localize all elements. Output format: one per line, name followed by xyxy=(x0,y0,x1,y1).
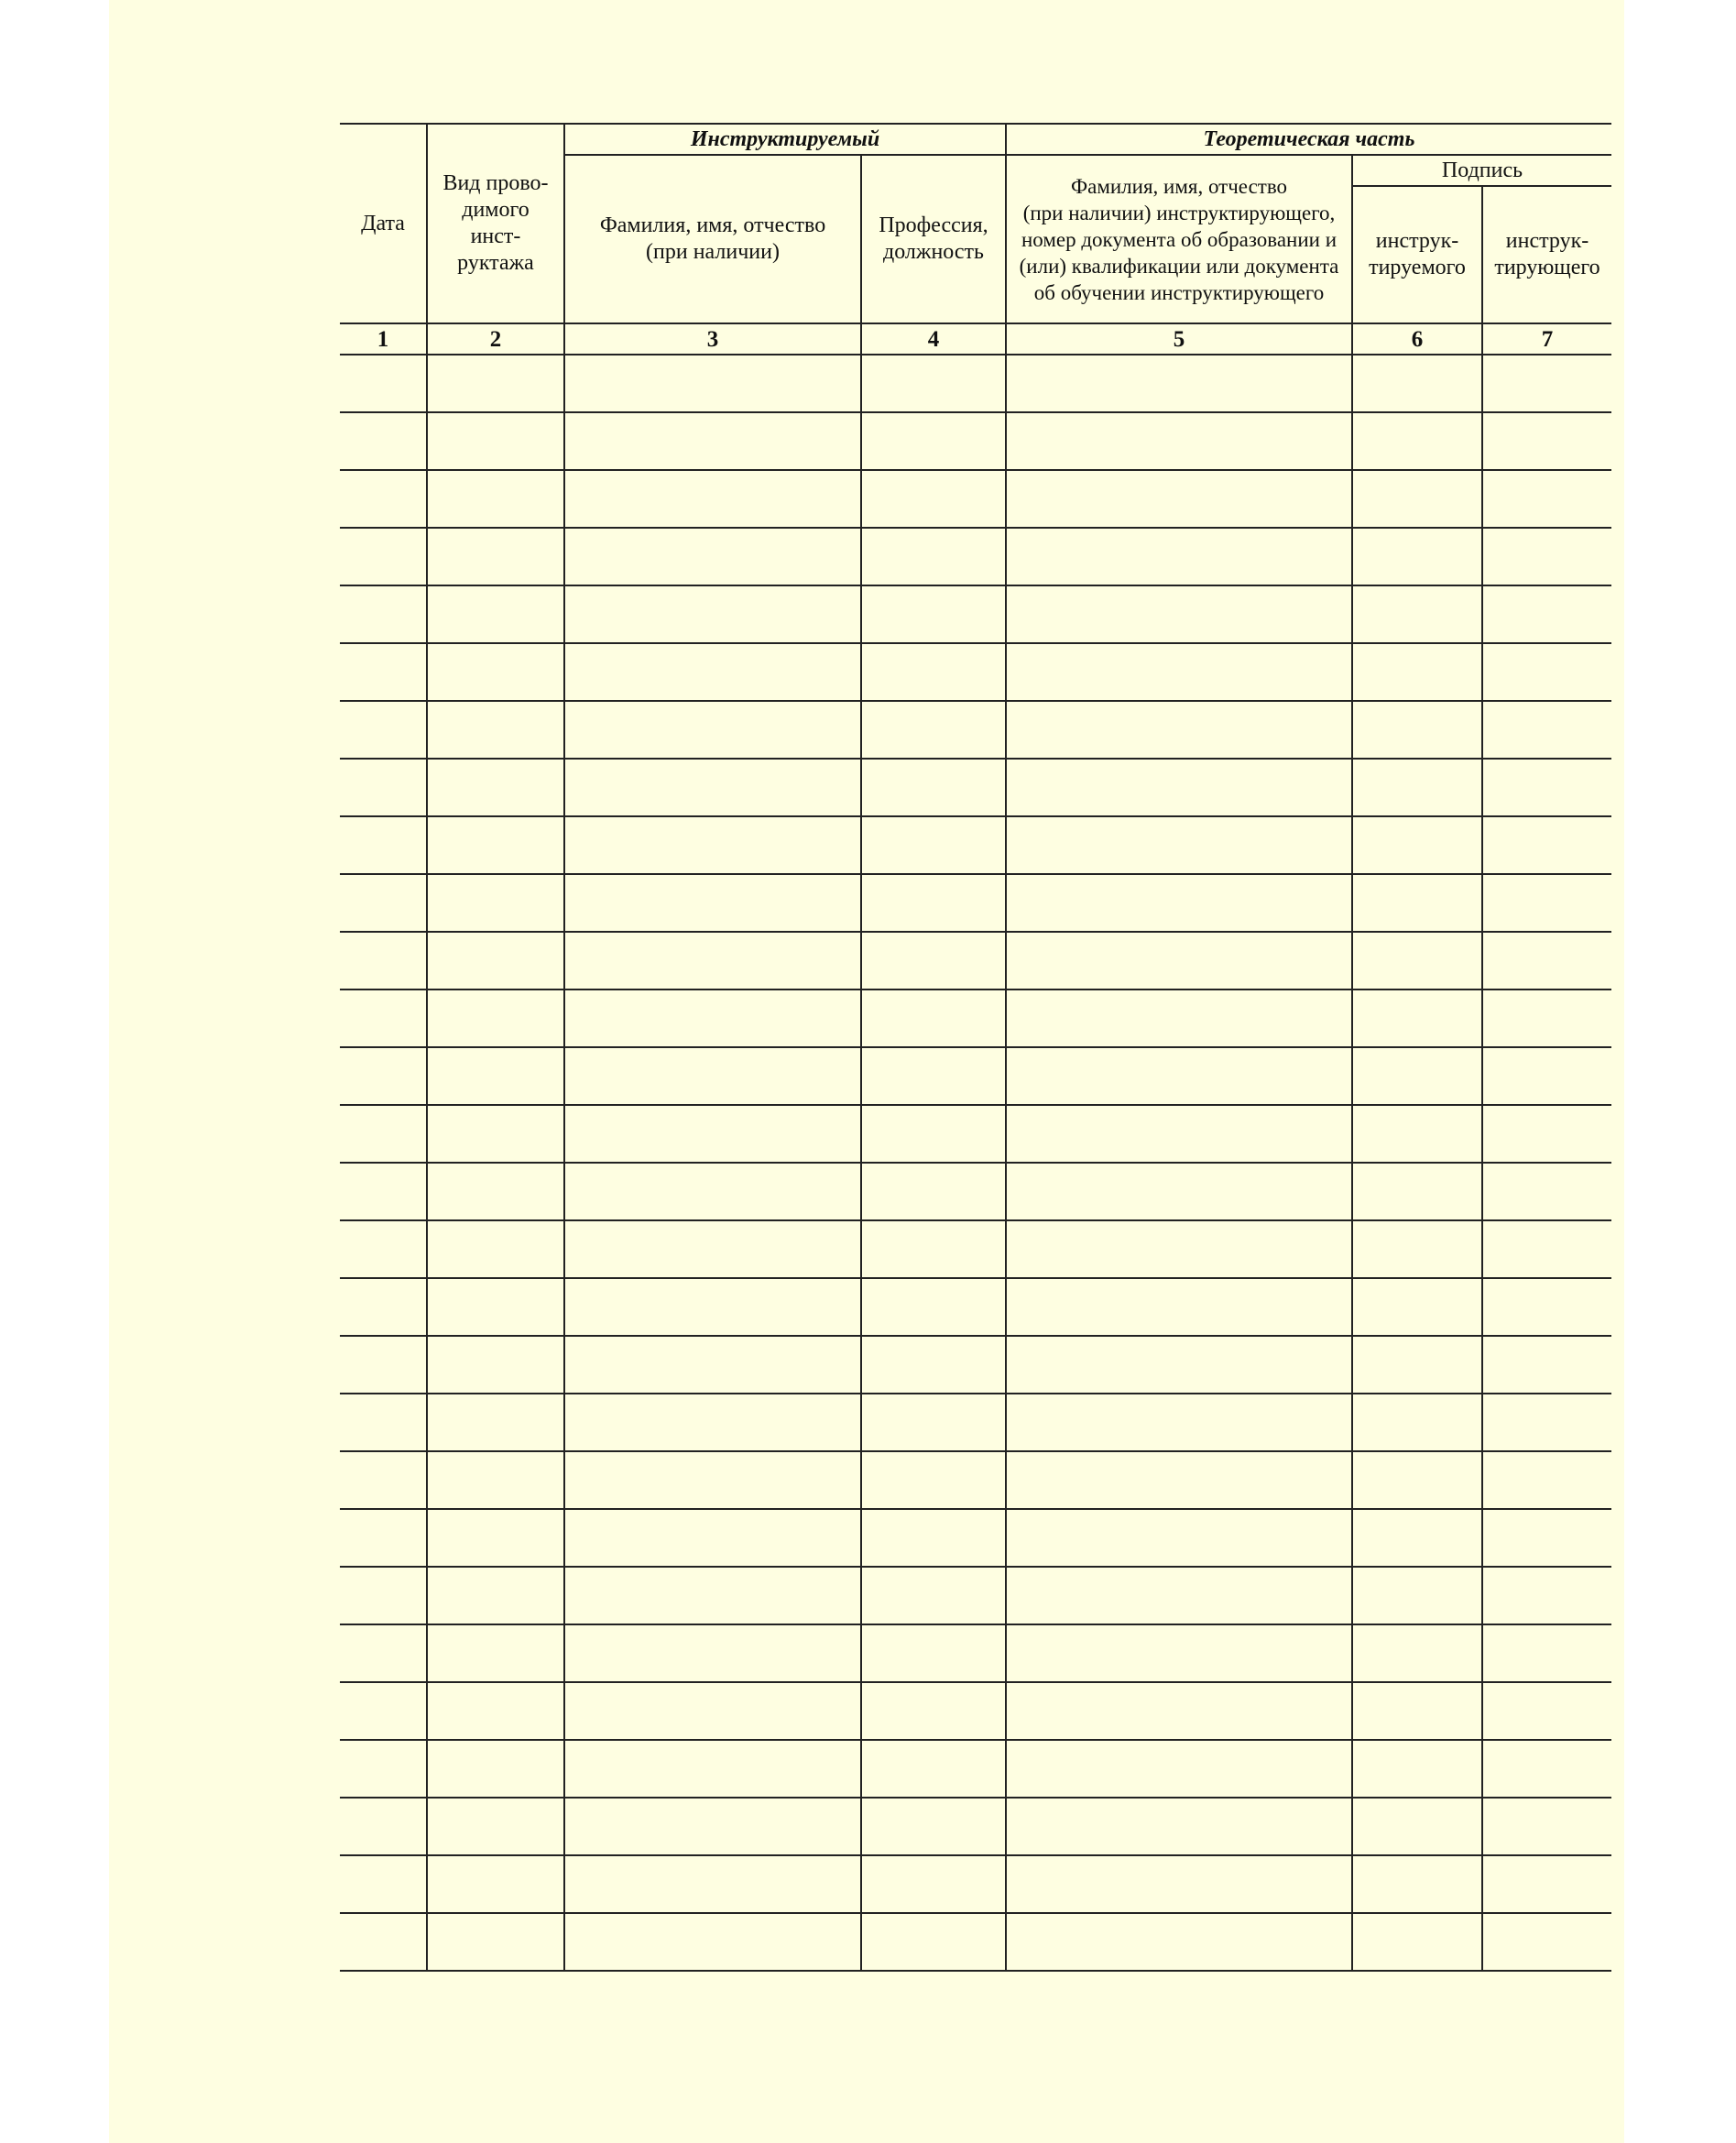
entry-kind-cell[interactable] xyxy=(427,759,564,816)
entry-instructor-cell[interactable] xyxy=(1006,1047,1352,1105)
entry-sign-instructed-cell[interactable] xyxy=(1352,528,1482,585)
entry-date-cell[interactable] xyxy=(340,1047,427,1105)
entry-kind-cell[interactable] xyxy=(427,1624,564,1682)
entry-instructor-cell[interactable] xyxy=(1006,1913,1352,1971)
entry-instructor-cell[interactable] xyxy=(1006,874,1352,932)
entry-name-cell[interactable] xyxy=(564,816,861,874)
entry-profession-cell[interactable] xyxy=(861,1105,1006,1163)
entry-date-cell[interactable] xyxy=(340,1913,427,1971)
entry-date-cell[interactable] xyxy=(340,355,427,412)
entry-kind-cell[interactable] xyxy=(427,1105,564,1163)
entry-date-cell[interactable] xyxy=(340,1567,427,1624)
table-row xyxy=(340,1451,1611,1509)
entry-kind-cell[interactable] xyxy=(427,989,564,1047)
entry-instructor-cell[interactable] xyxy=(1006,470,1352,528)
entry-kind-cell[interactable] xyxy=(427,412,564,470)
table-row xyxy=(340,1855,1611,1913)
table-row xyxy=(340,1336,1611,1394)
entry-date-cell[interactable] xyxy=(340,643,427,701)
entry-instructor-cell[interactable] xyxy=(1006,412,1352,470)
entry-name-cell[interactable] xyxy=(564,932,861,989)
entry-instructor-cell[interactable] xyxy=(1006,816,1352,874)
table-row xyxy=(340,816,1611,874)
table-row xyxy=(340,1798,1611,1855)
entry-kind-cell[interactable] xyxy=(427,1740,564,1798)
entry-kind-cell[interactable] xyxy=(427,585,564,643)
header-sign-instructor: инструк- тирующего xyxy=(1482,186,1611,323)
entry-kind-cell[interactable] xyxy=(427,1163,564,1220)
entry-sign-instructor-cell[interactable] xyxy=(1482,470,1611,528)
entry-sign-instructed-cell[interactable] xyxy=(1352,470,1482,528)
entry-name-cell[interactable] xyxy=(564,412,861,470)
header-group-theory: Теоретическая часть xyxy=(1006,124,1611,155)
table-row xyxy=(340,1682,1611,1740)
entry-sign-instructed-cell[interactable] xyxy=(1352,1278,1482,1336)
table-row xyxy=(340,1567,1611,1624)
header-date: Дата xyxy=(340,124,427,323)
entry-sign-instructed-cell[interactable] xyxy=(1352,643,1482,701)
entry-sign-instructor-cell[interactable] xyxy=(1482,759,1611,816)
entry-name-cell[interactable] xyxy=(564,643,861,701)
entry-sign-instructor-cell[interactable] xyxy=(1482,1278,1611,1336)
entry-sign-instructed-cell[interactable] xyxy=(1352,1509,1482,1567)
entry-sign-instructor-cell[interactable] xyxy=(1482,816,1611,874)
entry-instructor-cell[interactable] xyxy=(1006,1624,1352,1682)
entry-sign-instructor-cell[interactable] xyxy=(1482,1567,1611,1624)
entry-profession-cell[interactable] xyxy=(861,1682,1006,1740)
entry-kind-cell[interactable] xyxy=(427,874,564,932)
table-row xyxy=(340,1913,1611,1971)
entry-sign-instructed-cell[interactable] xyxy=(1352,1336,1482,1394)
entry-date-cell[interactable] xyxy=(340,1740,427,1798)
entry-date-cell[interactable] xyxy=(340,874,427,932)
table-row xyxy=(340,1509,1611,1567)
entry-date-cell[interactable] xyxy=(340,528,427,585)
entry-kind-cell[interactable] xyxy=(427,1913,564,1971)
entry-name-cell[interactable] xyxy=(564,1105,861,1163)
entry-sign-instructor-cell[interactable] xyxy=(1482,1220,1611,1278)
entry-sign-instructor-cell[interactable] xyxy=(1482,1163,1611,1220)
entry-name-cell[interactable] xyxy=(564,355,861,412)
entry-sign-instructor-cell[interactable] xyxy=(1482,412,1611,470)
entry-profession-cell[interactable] xyxy=(861,1913,1006,1971)
entry-date-cell[interactable] xyxy=(340,1278,427,1336)
table-row xyxy=(340,470,1611,528)
entry-sign-instructor-cell[interactable] xyxy=(1482,1740,1611,1798)
entry-name-cell[interactable] xyxy=(564,1278,861,1336)
table-row xyxy=(340,1394,1611,1451)
entry-name-cell[interactable] xyxy=(564,1624,861,1682)
entry-instructor-cell[interactable] xyxy=(1006,355,1352,412)
entry-sign-instructed-cell[interactable] xyxy=(1352,1163,1482,1220)
entry-kind-cell[interactable] xyxy=(427,1047,564,1105)
entry-sign-instructed-cell[interactable] xyxy=(1352,701,1482,759)
entry-kind-cell[interactable] xyxy=(427,1567,564,1624)
table-row xyxy=(340,1624,1611,1682)
column-number: 7 xyxy=(1482,323,1611,355)
header-instructed-name: Фамилия, имя, отчество (при наличии) xyxy=(564,155,861,323)
entry-sign-instructed-cell[interactable] xyxy=(1352,355,1482,412)
journal-entries xyxy=(340,355,1611,1971)
entry-name-cell[interactable] xyxy=(564,1855,861,1913)
entry-instructor-cell[interactable] xyxy=(1006,1451,1352,1509)
entry-sign-instructor-cell[interactable] xyxy=(1482,1451,1611,1509)
entry-sign-instructor-cell[interactable] xyxy=(1482,643,1611,701)
entry-date-cell[interactable] xyxy=(340,1451,427,1509)
entry-instructor-cell[interactable] xyxy=(1006,643,1352,701)
entry-sign-instructed-cell[interactable] xyxy=(1352,874,1482,932)
entry-sign-instructor-cell[interactable] xyxy=(1482,1336,1611,1394)
table-row xyxy=(340,1278,1611,1336)
entry-sign-instructed-cell[interactable] xyxy=(1352,1451,1482,1509)
column-number: 1 xyxy=(340,323,427,355)
entry-profession-cell[interactable] xyxy=(861,1624,1006,1682)
entry-name-cell[interactable] xyxy=(564,1220,861,1278)
table-row xyxy=(340,1047,1611,1105)
entry-name-cell[interactable] xyxy=(564,759,861,816)
entry-sign-instructor-cell[interactable] xyxy=(1482,355,1611,412)
entry-sign-instructed-cell[interactable] xyxy=(1352,989,1482,1047)
entry-kind-cell[interactable] xyxy=(427,1855,564,1913)
entry-instructor-cell[interactable] xyxy=(1006,1163,1352,1220)
entry-date-cell[interactable] xyxy=(340,816,427,874)
entry-sign-instructor-cell[interactable] xyxy=(1482,1798,1611,1855)
entry-kind-cell[interactable] xyxy=(427,355,564,412)
entry-sign-instructed-cell[interactable] xyxy=(1352,1220,1482,1278)
entry-sign-instructor-cell[interactable] xyxy=(1482,528,1611,585)
entry-sign-instructor-cell[interactable] xyxy=(1482,989,1611,1047)
entry-kind-cell[interactable] xyxy=(427,1278,564,1336)
entry-profession-cell[interactable] xyxy=(861,816,1006,874)
entry-profession-cell[interactable] xyxy=(861,1220,1006,1278)
entry-name-cell[interactable] xyxy=(564,1336,861,1394)
table-row xyxy=(340,528,1611,585)
entry-instructor-cell[interactable] xyxy=(1006,1855,1352,1913)
entry-sign-instructor-cell[interactable] xyxy=(1482,1105,1611,1163)
table-row xyxy=(340,701,1611,759)
table-row xyxy=(340,874,1611,932)
table-row xyxy=(340,1740,1611,1798)
entry-kind-cell[interactable] xyxy=(427,1336,564,1394)
column-number: 2 xyxy=(427,323,564,355)
entry-sign-instructor-cell[interactable] xyxy=(1482,932,1611,989)
entry-date-cell[interactable] xyxy=(340,470,427,528)
entry-sign-instructed-cell[interactable] xyxy=(1352,1798,1482,1855)
entry-instructor-cell[interactable] xyxy=(1006,1220,1352,1278)
table-row xyxy=(340,1105,1611,1163)
entry-instructor-cell[interactable] xyxy=(1006,1567,1352,1624)
table-row xyxy=(340,1220,1611,1278)
entry-date-cell[interactable] xyxy=(340,1798,427,1855)
entry-sign-instructed-cell[interactable] xyxy=(1352,1624,1482,1682)
entry-name-cell[interactable] xyxy=(564,1913,861,1971)
table-row xyxy=(340,355,1611,412)
form-sheet xyxy=(109,0,1624,2143)
entry-name-cell[interactable] xyxy=(564,1394,861,1451)
entry-date-cell[interactable] xyxy=(340,989,427,1047)
entry-sign-instructor-cell[interactable] xyxy=(1482,874,1611,932)
entry-sign-instructor-cell[interactable] xyxy=(1482,1624,1611,1682)
entry-profession-cell[interactable] xyxy=(861,412,1006,470)
entry-sign-instructed-cell[interactable] xyxy=(1352,1105,1482,1163)
entry-profession-cell[interactable] xyxy=(861,1278,1006,1336)
entry-date-cell[interactable] xyxy=(340,759,427,816)
entry-instructor-cell[interactable] xyxy=(1006,1682,1352,1740)
entry-profession-cell[interactable] xyxy=(861,1451,1006,1509)
entry-name-cell[interactable] xyxy=(564,701,861,759)
table-row xyxy=(340,1163,1611,1220)
entry-profession-cell[interactable] xyxy=(861,1855,1006,1913)
entry-date-cell[interactable] xyxy=(340,1394,427,1451)
entry-date-cell[interactable] xyxy=(340,412,427,470)
header-signature: Подпись xyxy=(1352,155,1611,186)
entry-profession-cell[interactable] xyxy=(861,1047,1006,1105)
entry-sign-instructed-cell[interactable] xyxy=(1352,1682,1482,1740)
entry-profession-cell[interactable] xyxy=(861,701,1006,759)
entry-date-cell[interactable] xyxy=(340,1336,427,1394)
entry-profession-cell[interactable] xyxy=(861,1509,1006,1567)
entry-kind-cell[interactable] xyxy=(427,701,564,759)
entry-sign-instructor-cell[interactable] xyxy=(1482,1047,1611,1105)
entry-date-cell[interactable] xyxy=(340,1105,427,1163)
entry-instructor-cell[interactable] xyxy=(1006,1798,1352,1855)
entry-instructor-cell[interactable] xyxy=(1006,1105,1352,1163)
entry-kind-cell[interactable] xyxy=(427,816,564,874)
header-instruction-kind: Вид прово- димого инст- руктажа xyxy=(427,124,564,323)
entry-kind-cell[interactable] xyxy=(427,470,564,528)
column-number: 5 xyxy=(1006,323,1352,355)
entry-profession-cell[interactable] xyxy=(861,759,1006,816)
entry-profession-cell[interactable] xyxy=(861,585,1006,643)
header-group-instructed: Инструктируемый xyxy=(564,124,1006,155)
entry-date-cell[interactable] xyxy=(340,1220,427,1278)
instruction-journal-table xyxy=(340,123,1611,1972)
entry-name-cell[interactable] xyxy=(564,1451,861,1509)
header-sign-instructed: инструк- тируемого xyxy=(1352,186,1482,323)
entry-sign-instructor-cell[interactable] xyxy=(1482,1509,1611,1567)
entry-profession-cell[interactable] xyxy=(861,874,1006,932)
entry-profession-cell[interactable] xyxy=(861,932,1006,989)
entry-sign-instructed-cell[interactable] xyxy=(1352,759,1482,816)
entry-sign-instructed-cell[interactable] xyxy=(1352,1047,1482,1105)
entry-name-cell[interactable] xyxy=(564,1509,861,1567)
entry-kind-cell[interactable] xyxy=(427,528,564,585)
entry-profession-cell[interactable] xyxy=(861,989,1006,1047)
entry-date-cell[interactable] xyxy=(340,1855,427,1913)
entry-name-cell[interactable] xyxy=(564,874,861,932)
entry-instructor-cell[interactable] xyxy=(1006,701,1352,759)
entry-profession-cell[interactable] xyxy=(861,1163,1006,1220)
entry-sign-instructed-cell[interactable] xyxy=(1352,412,1482,470)
entry-date-cell[interactable] xyxy=(340,1624,427,1682)
entry-date-cell[interactable] xyxy=(340,1682,427,1740)
entry-instructor-cell[interactable] xyxy=(1006,1740,1352,1798)
entry-sign-instructed-cell[interactable] xyxy=(1352,1740,1482,1798)
entry-sign-instructor-cell[interactable] xyxy=(1482,585,1611,643)
entry-name-cell[interactable] xyxy=(564,1047,861,1105)
entry-kind-cell[interactable] xyxy=(427,1220,564,1278)
entry-profession-cell[interactable] xyxy=(861,355,1006,412)
entry-kind-cell[interactable] xyxy=(427,1509,564,1567)
column-number: 6 xyxy=(1352,323,1482,355)
entry-kind-cell[interactable] xyxy=(427,1682,564,1740)
entry-sign-instructor-cell[interactable] xyxy=(1482,1682,1611,1740)
entry-sign-instructor-cell[interactable] xyxy=(1482,1913,1611,1971)
header-instructor-details: Фамилия, имя, отчество (при наличии) инструктирующего, номер документа об образовании и (или) квалификации или документа об обучении инструктирующего xyxy=(1006,155,1352,323)
entry-name-cell[interactable] xyxy=(564,470,861,528)
entry-date-cell[interactable] xyxy=(340,932,427,989)
entry-profession-cell[interactable] xyxy=(861,470,1006,528)
entry-kind-cell[interactable] xyxy=(427,932,564,989)
table-row xyxy=(340,412,1611,470)
entry-instructor-cell[interactable] xyxy=(1006,585,1352,643)
entry-sign-instructed-cell[interactable] xyxy=(1352,1394,1482,1451)
entry-profession-cell[interactable] xyxy=(861,1336,1006,1394)
entry-sign-instructor-cell[interactable] xyxy=(1482,1394,1611,1451)
header-profession: Профессия, должность xyxy=(861,155,1006,323)
entry-name-cell[interactable] xyxy=(564,1740,861,1798)
entry-date-cell[interactable] xyxy=(340,585,427,643)
entry-name-cell[interactable] xyxy=(564,1682,861,1740)
entry-profession-cell[interactable] xyxy=(861,1740,1006,1798)
entry-date-cell[interactable] xyxy=(340,1509,427,1567)
entry-sign-instructed-cell[interactable] xyxy=(1352,1567,1482,1624)
table-row xyxy=(340,932,1611,989)
table-row xyxy=(340,585,1611,643)
entry-name-cell[interactable] xyxy=(564,1798,861,1855)
table-row xyxy=(340,989,1611,1047)
entry-sign-instructed-cell[interactable] xyxy=(1352,585,1482,643)
entry-sign-instructed-cell[interactable] xyxy=(1352,1913,1482,1971)
column-number: 4 xyxy=(861,323,1006,355)
entry-profession-cell[interactable] xyxy=(861,1394,1006,1451)
entry-kind-cell[interactable] xyxy=(427,643,564,701)
table-row xyxy=(340,759,1611,816)
entry-sign-instructed-cell[interactable] xyxy=(1352,1855,1482,1913)
entry-sign-instructor-cell[interactable] xyxy=(1482,1855,1611,1913)
entry-kind-cell[interactable] xyxy=(427,1798,564,1855)
entry-profession-cell[interactable] xyxy=(861,528,1006,585)
entry-name-cell[interactable] xyxy=(564,989,861,1047)
entry-kind-cell[interactable] xyxy=(427,1394,564,1451)
entry-instructor-cell[interactable] xyxy=(1006,932,1352,989)
entry-instructor-cell[interactable] xyxy=(1006,1278,1352,1336)
entry-instructor-cell[interactable] xyxy=(1006,528,1352,585)
table-row xyxy=(340,643,1611,701)
entry-name-cell[interactable] xyxy=(564,1163,861,1220)
entry-profession-cell[interactable] xyxy=(861,1798,1006,1855)
entry-instructor-cell[interactable] xyxy=(1006,759,1352,816)
entry-name-cell[interactable] xyxy=(564,528,861,585)
entry-sign-instructor-cell[interactable] xyxy=(1482,701,1611,759)
entry-name-cell[interactable] xyxy=(564,585,861,643)
entry-date-cell[interactable] xyxy=(340,701,427,759)
entry-sign-instructed-cell[interactable] xyxy=(1352,816,1482,874)
entry-name-cell[interactable] xyxy=(564,1567,861,1624)
entry-instructor-cell[interactable] xyxy=(1006,1509,1352,1567)
column-number: 3 xyxy=(564,323,861,355)
entry-instructor-cell[interactable] xyxy=(1006,1394,1352,1451)
entry-instructor-cell[interactable] xyxy=(1006,989,1352,1047)
entry-sign-instructed-cell[interactable] xyxy=(1352,932,1482,989)
entry-profession-cell[interactable] xyxy=(861,643,1006,701)
entry-kind-cell[interactable] xyxy=(427,1451,564,1509)
entry-instructor-cell[interactable] xyxy=(1006,1336,1352,1394)
entry-profession-cell[interactable] xyxy=(861,1567,1006,1624)
entry-date-cell[interactable] xyxy=(340,1163,427,1220)
